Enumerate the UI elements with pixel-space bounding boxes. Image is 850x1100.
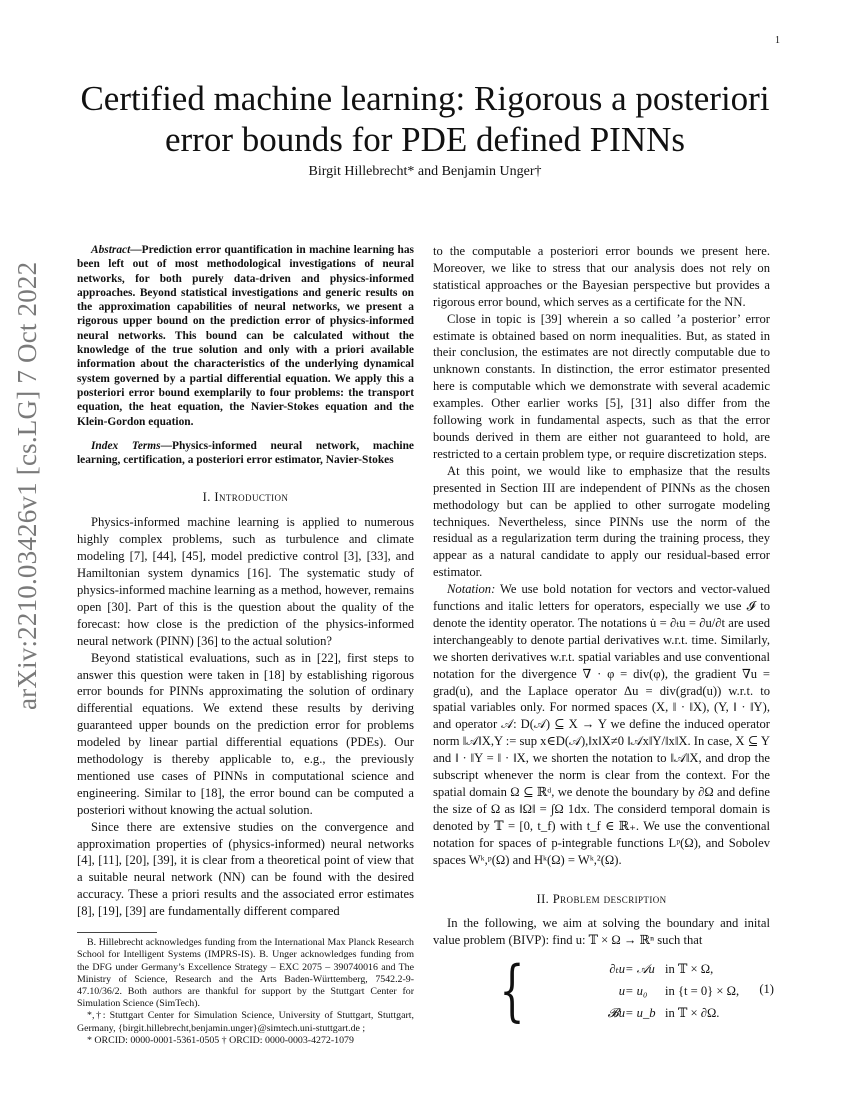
equation-1 (433, 952, 774, 1031)
title-line-2: error bounds for PDE defined PINNs (164, 120, 686, 159)
right-paragraph-3: At this point, we would like to emphasize that the results presented in Section III are independent of PINNs as the chosen methodology but can be applied to other surrogate modeling techniques. Nevertheless, since PINNs use the norm of the residual as a regularization term during the training process, they appear as a natural candidate to apply our residual-based error estimator. (433, 463, 770, 580)
intro-paragraph-1: Physics-informed machine learning is applied to numerous highly complex problems, such as turbulence and climate modeling [7], [44], [45], model predictive control [3], [33], and Hamiltonian system dynamics [16]. The systematic study of physics-informed machine learning as a method, however, remains open [30]. Part of this is the question about the quality of the forecast: how close is the prediction of the physics-informed neural network (PINN) [36] to the actual solution? (77, 515, 414, 648)
equation-rhs: = u₀ (625, 984, 648, 999)
footnote-affiliation: *,†: Stuttgart Center for Simulation Science, University of Stuttgart, Stuttgart, Germany, {birgit.hillebrecht,benjamin.unger}@simtech.uni-stuttgart.de ; (77, 1010, 414, 1034)
footnote-funding: B. Hillebrecht acknowledges funding from the International Max Planck Research School for Intelligent Systems (IMPRS-IS). B. Unger acknowledges funding from the DFG under Germany’s Excellence Strategy – EXC 2075 – 390740016 and The Ministry of Science, Research and the Arts Baden-Württemberg, 7542.2-9-47.10/36/2. Both authors are thankful for support by the Stuttgart Center for Simulation Science (SimTech). (77, 937, 414, 1010)
right-paragraph-1: to the computable a posteriori error bounds we present here. Moreover, we like to stress that our analysis does not rely on statistical approaches or the Bayesian perspective but provides a rigorous error bound, which serves as a certificate for the NN. (433, 244, 770, 309)
equation-domain: in 𝕋 × Ω, (665, 962, 714, 977)
footnote-orcid: * ORCID: 0000-0001-5361-0505 † ORCID: 0000-0003-4272-1079 (87, 1034, 354, 1046)
index-terms (77, 439, 414, 468)
section-1-heading: I. Introduction (202, 490, 289, 505)
abstract-text: —Prediction error quantification in machine learning has been left out of most methodological investigations of neural networks, for both purely data-driven and physics-informed approaches. Beyond statistical investigations and generic results on the approximation capabilities of neural networks, we present a rigorous upper bound on the prediction error of physics-informed neural networks. This bound can be calculated without the knowledge of the true solution and only with a priori available information about the characteristics of the underlying dynamical system governed by a partial differential equation. We apply this a posteriori error bound exemplarily to four problems: the transport equation, the heat equation, the Navier-Stokes equation and the Klein-Gordon equation. (77, 244, 414, 428)
equation-lhs: ∂ₜu (609, 962, 625, 977)
equation-row (515, 983, 785, 1005)
index-terms-text: —Physics-informed neural network, machine learning, certification, a posteriori error estimator, Navier-Stokes (77, 439, 414, 467)
index-terms-label: Index Terms (91, 439, 161, 452)
authors: Birgit Hillebrecht* and Benjamin Unger† (308, 164, 542, 179)
abstract (77, 243, 414, 429)
equation-lhs: 𝓑u (607, 1006, 625, 1021)
equation-lhs: u (618, 984, 625, 999)
equation-number: (1) (759, 982, 774, 997)
equation-row (515, 961, 785, 983)
notation-paragraph (433, 581, 770, 868)
left-column (77, 243, 414, 1047)
abstract-label: Abstract (91, 244, 131, 256)
equation-row (515, 1005, 785, 1027)
equation-rhs: = u_b (625, 1006, 656, 1021)
paper-title (60, 78, 790, 160)
problem-paragraph: In the following, we aim at solving the boundary and inital value problem (BIVP): find u: 𝕋 × Ω → ℝⁿ such that (433, 916, 770, 948)
footnote-rule (77, 932, 157, 933)
intro-paragraph-2: Beyond statistical evaluations, such as in [22], first steps to answer this question were taken in [18] by establishing rigorous error bounds for PINNs approximating the solution of ordinary differential equations. We extend these results by deriving guaranteed upper bounds on the prediction error for problems modeled by linear partial differential equations (PDEs). Our methodology is thereby applicable to, e.g., the previously mentioned use cases of PINNs in computational science and engineering. Similar to [18], the error bound can be computed a posteriori without knowing the actual solution. (77, 650, 414, 817)
equation-domain: in 𝕋 × ∂Ω. (665, 1006, 720, 1021)
page-number: 1 (775, 35, 780, 46)
right-column (433, 243, 774, 1031)
right-paragraph-2: Close in topic is [39] wherein a so called ’a posterior’ error estimate is obtained based on norm inequalities. But, as stated in their conclusion, the estimates are not directly computable due to unknown constants. In distinction, the error estimator presented here is computable which we demonstrate with several academic examples. Other earlier works [5], [31] also differ from the following work in fundamental aspects, such as that the error bounds derived in them are either not guaranteed to hold, are restricted to a certain problem type, or require discretization steps. (433, 311, 770, 461)
intro-paragraph-3: Since there are extensive studies on the convergence and approximation properties of (physics-informed) neural networks [4], [11], [20], [39], it is clear from a theoretical point of view that a suitable neural network (NN) can be found with the desired accuracy. These a priori results and the associated error estimates [8], [19], [39] are fundamentally different compared (77, 819, 414, 919)
arxiv-stamp: arXiv:2210.03426v1 [cs.LG] 7 Oct 2022 (12, 261, 42, 710)
section-2-heading: II. Problem description (536, 891, 667, 906)
left-brace: { (499, 952, 525, 1030)
equation-domain: in {t = 0} × Ω, (665, 984, 740, 999)
equation-rhs: = 𝒜u (625, 962, 655, 977)
notation-label: Notation: (447, 582, 496, 597)
title-line-1: Certified machine learning: Rigorous a posteriori (80, 79, 770, 118)
notation-text: We use bold notation for vectors and vector-valued functions and italic letters for operators, especially we use 𝓘 to denote the identity operator. The notations u̇ = ∂ₜu = ∂u/∂t are used interchangeably to denote partial derivatives w.r.t. time. Similarly, we shorten derivatives w.r.t. spatial variables and use conventional notation for the divergence ∇ · φ = div(φ), the gradient ∇u = grad(u), and the Laplace operator Δu = div(grad(u)) w.r.t. to spatial variables only. For normed spaces (X, ‖ · ‖X), (Y, ‖ · ‖Y), and operator 𝒜: D(𝒜) ⊆ X → Y we define the induced operator norm ‖𝒜‖X,Y := sup x∈D(𝒜),‖x‖X≠0 ‖𝒜x‖Y/‖x‖X. In case, X ⊆ Y and ‖ · ‖Y = ‖ · ‖X, we shorten the notation to ‖𝒜‖X, and drop the subscript whenever the norm is clear from the context. For the spatial domain Ω ⊆ ℝᵈ, we denote the boundary by ∂Ω and define the size of Ω as ‖Ω‖ = ∫Ω 1dx. The considerd temporal domain is denoted by 𝕋 = [0, t_f) with t_f ∈ ℝ₊. We use the conventional notation for spaces of p-integrable functions Lᵖ(Ω), and Sobolev spaces Wᵏ,ᵖ(Ω) and Hᵏ(Ω) = Wᵏ,²(Ω). (433, 582, 770, 867)
